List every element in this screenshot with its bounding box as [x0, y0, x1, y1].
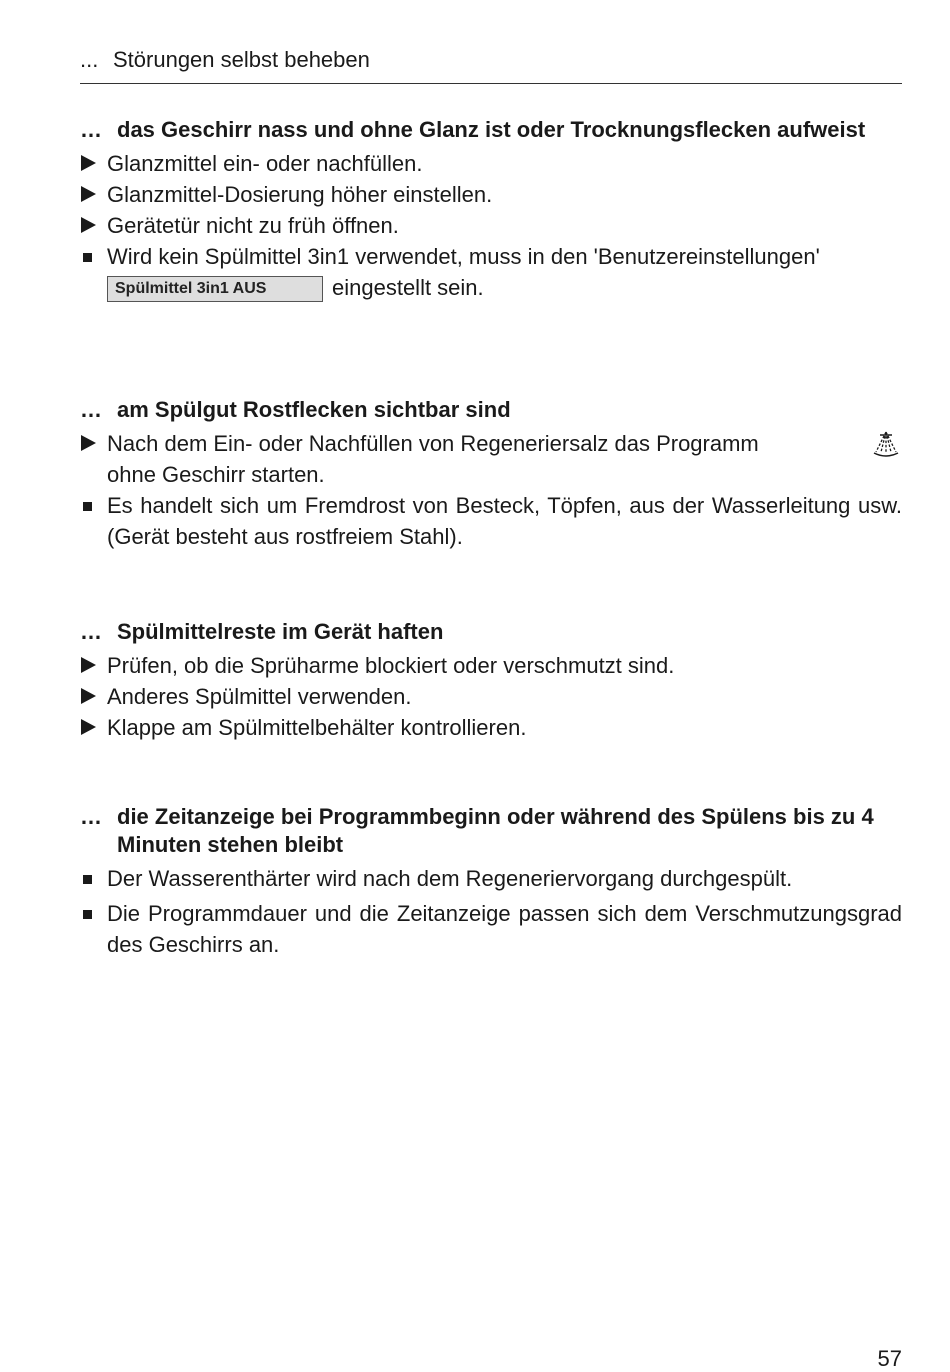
- list-item: [80, 650, 902, 681]
- item-text: Der Wasserenthärter wird nach dem Regeneriervorgang durchgespült.: [107, 866, 793, 891]
- item-text: Nach dem Ein- oder Nachfüllen von Regeneriersalz das Programm: [107, 431, 759, 456]
- list-item: [80, 210, 902, 241]
- list-item: [80, 428, 902, 490]
- item-text: Glanzmittel ein- oder nachfüllen.: [107, 151, 423, 176]
- item-text: Anderes Spülmittel verwenden.: [107, 684, 412, 709]
- heading-text: am Spülgut Rostflecken sichtbar sind: [117, 397, 511, 422]
- heading-ellipsis: …: [80, 619, 102, 644]
- heading-ellipsis: …: [80, 117, 102, 142]
- heading-ellipsis: …: [80, 397, 102, 422]
- list-item: [80, 898, 902, 960]
- section-heading: [80, 618, 902, 646]
- section-heading: [80, 396, 902, 424]
- list-item: [80, 863, 902, 894]
- heading-text: das Geschirr nass und ohne Glanz ist oder Trocknungsflecken aufweist: [117, 117, 866, 142]
- running-head: [80, 45, 902, 84]
- list-item: [80, 712, 902, 743]
- section-zeitanzeige: [80, 803, 902, 960]
- page-number: 57: [877, 1346, 902, 1371]
- section-geschirr-nass: [80, 116, 902, 303]
- item-text: Es handelt sich um Fremdrost von Besteck, Töpfen, aus der Wasserleitung usw. (Gerät besteht aus rostfreiem Stahl).: [107, 493, 902, 549]
- running-head-title: Störungen selbst beheben: [113, 47, 370, 72]
- display-text-box: Spülmittel 3in1 AUS: [107, 276, 323, 302]
- running-head-ellipsis: ...: [80, 47, 99, 72]
- heading-text: Spülmittelreste im Gerät haften: [117, 619, 444, 644]
- list-item: [80, 681, 902, 712]
- item-text: Glanzmittel-Dosierung höher einstellen.: [107, 182, 493, 207]
- item-text-continued: ohne Geschirr starten.: [107, 462, 325, 487]
- item-text: Wird kein Spülmittel 3in1 verwendet, muss in den 'Benutzereinstellungen': [107, 244, 820, 269]
- item-text: Klappe am Spülmittelbehälter kontrollieren.: [107, 715, 527, 740]
- heading-text: die Zeitanzeige bei Programmbeginn oder während des Spülens bis zu 4 Minuten stehen bleibt: [117, 804, 874, 857]
- section-heading: [80, 116, 902, 144]
- item-text: Gerätetür nicht zu früh öffnen.: [107, 213, 399, 238]
- list-item: [80, 241, 902, 303]
- item-text-continued: eingestellt sein.: [332, 275, 484, 300]
- item-text: Die Programmdauer und die Zeitanzeige passen sich dem Verschmutzungsgrad des Geschirrs an.: [107, 901, 902, 957]
- section-spuelmittelreste: [80, 618, 902, 743]
- list-item: [80, 490, 902, 552]
- list-item: [80, 179, 902, 210]
- heading-ellipsis: …: [80, 804, 102, 829]
- list-item: [80, 148, 902, 179]
- item-text: Prüfen, ob die Sprüharme blockiert oder verschmutzt sind.: [107, 653, 675, 678]
- intensive-program-icon: [870, 430, 902, 458]
- section-rostflecken: [80, 396, 902, 552]
- section-heading: [80, 803, 902, 859]
